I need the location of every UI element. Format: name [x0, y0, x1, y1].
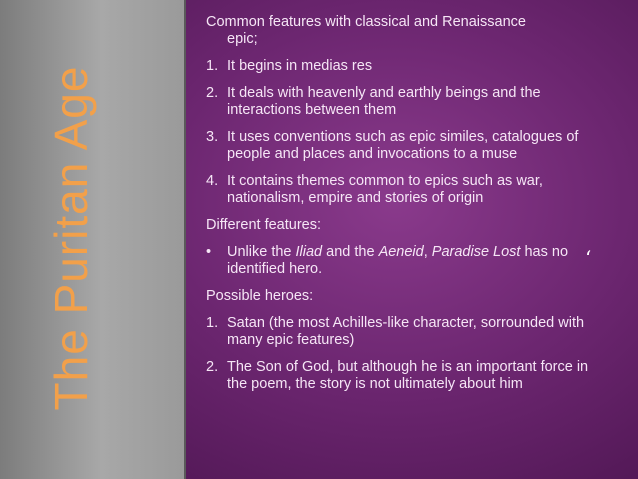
title-panel — [0, 0, 186, 479]
possible-heroes-heading: Possible heroes: — [206, 288, 314, 304]
feature-text-2: It deals with heavenly and earthly beings and the interactions between them — [227, 85, 541, 118]
stray-quote-mark: ‘ — [585, 246, 592, 270]
bullet-text-2: and the — [322, 244, 379, 260]
hero-item-2 — [206, 359, 606, 393]
feature-num-3: 3. — [206, 129, 219, 145]
different-features-bullet — [206, 244, 606, 278]
feature-text-1: It begins in medias res — [227, 58, 373, 74]
different-features-heading: Different features: — [206, 217, 321, 233]
paradise-lost-title: Paradise Lost — [431, 244, 521, 260]
feature-text-3: It uses conventions such as epic similes, catalogues of people and places and invocations to a muse — [227, 129, 579, 162]
feature-item-3 — [206, 129, 606, 163]
hero-num-1: 1. — [206, 315, 219, 331]
feature-text-4: It contains themes common to epics such as war, nationalism, empire and stories of origin — [227, 173, 543, 206]
aeneid-title: Aeneid — [378, 244, 424, 260]
hero-text-1: Satan (the most Achilles-like character, sorrounded with many epic features) — [227, 315, 585, 348]
hero-item-1 — [206, 315, 606, 349]
bullet-text-3: , — [423, 244, 432, 260]
hero-text-2: The Son of God, but although he is an important force in the poem, the story is not ultimately about him — [227, 359, 589, 392]
feature-item-1 — [206, 58, 606, 75]
feature-num-2: 2. — [206, 85, 219, 101]
bullet-text-1: Unlike the — [227, 244, 296, 260]
slide-title: The Puritan Age — [45, 65, 97, 411]
bullet-marker: • — [206, 244, 212, 260]
intro-line-1: Common features with classical and Renaissance — [206, 14, 526, 30]
intro-line-2: epic; — [227, 31, 258, 47]
hero-num-2: 2. — [206, 359, 219, 375]
feature-item-4 — [206, 173, 606, 207]
feature-num-4: 4. — [206, 173, 219, 189]
iliad-title: Iliad — [295, 244, 323, 260]
title-wrap — [18, 65, 124, 411]
feature-num-1: 1. — [206, 58, 219, 74]
feature-item-2 — [206, 85, 606, 119]
bullet-text-4: has no identified hero. — [227, 244, 569, 277]
slide-content — [206, 14, 606, 403]
